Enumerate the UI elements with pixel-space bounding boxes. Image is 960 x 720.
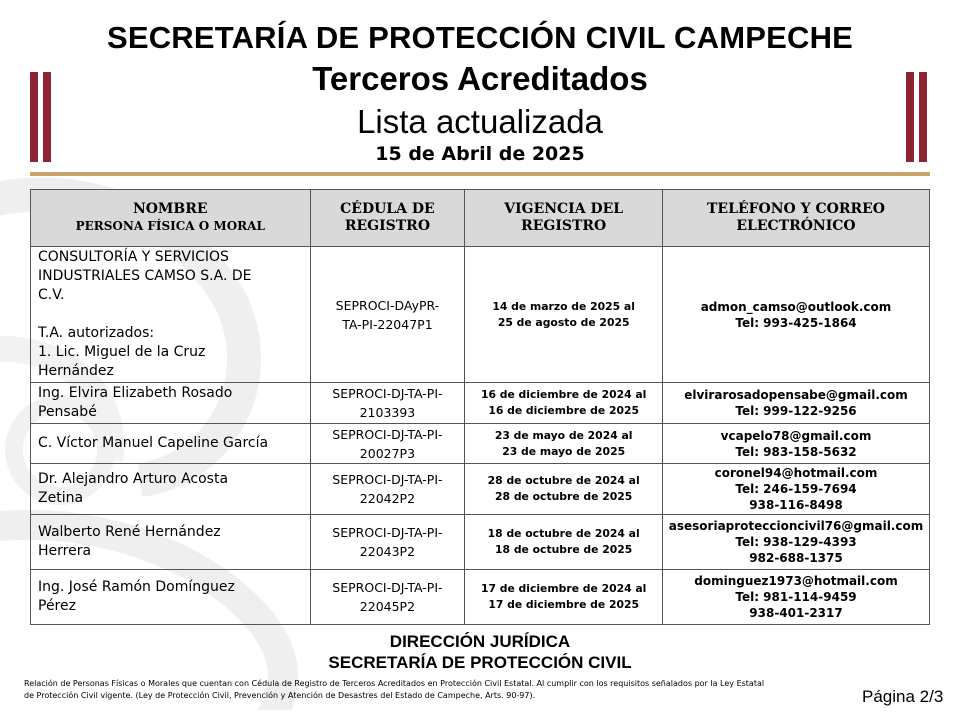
cell-nombre: Dr. Alejandro Arturo Acosta Zetina bbox=[31, 464, 311, 515]
table-row bbox=[31, 464, 930, 515]
header-vigencia: VIGENCIA DEL REGISTRO bbox=[465, 190, 663, 247]
cell-nombre: Walberto René Hernández Herrera bbox=[31, 515, 311, 570]
page-title: SECRETARÍA DE PROTECCIÓN CIVIL CAMPECHE bbox=[106, 20, 854, 55]
cell-vigencia: 18 de octubre de 2024 al 18 de octubre de 2025 bbox=[465, 515, 663, 570]
cell-contacto: elvirarosadopensabe@gmail.com Tel: 999-122-9256 bbox=[663, 383, 930, 424]
gold-divider bbox=[30, 172, 930, 176]
accredited-table bbox=[30, 189, 930, 625]
header-contacto: TELÉFONO Y CORREO ELECTRÓNICO bbox=[663, 190, 930, 247]
cell-contacto: asesoriaproteccioncivil76@gmail.com Tel: 938-129-4393 982-688-1375 bbox=[663, 515, 930, 570]
cell-cedula: SEPROCI-DAyPR- TA-PI-22047P1 bbox=[310, 247, 465, 383]
cell-vigencia: 28 de octubre de 2024 al 28 de octubre de 2025 bbox=[465, 464, 663, 515]
cell-nombre: CONSULTORÍA Y SERVICIOS INDUSTRIALES CAMSO S.A. DE C.V. T.A. autorizados: 1. Lic. Miguel de la Cruz Hernández bbox=[31, 247, 311, 383]
table-row bbox=[31, 515, 930, 570]
update-date: 15 de Abril de 2025 bbox=[375, 143, 585, 165]
cell-contacto: vcapelo78@gmail.com Tel: 983-158-5632 bbox=[663, 424, 930, 464]
table-row bbox=[31, 424, 930, 464]
cell-contacto: dominguez1973@hotmail.com Tel: 981-114-9459 938-401-2317 bbox=[663, 570, 930, 625]
cell-contacto: coronel94@hotmail.com Tel: 246-159-7694 938-116-8498 bbox=[663, 464, 930, 515]
header-cedula: CÉDULA DE REGISTRO bbox=[310, 190, 465, 247]
cell-nombre: Ing. José Ramón Domínguez Pérez bbox=[31, 570, 311, 625]
cell-vigencia: 16 de diciembre de 2024 al 16 de diciembre de 2025 bbox=[465, 383, 663, 424]
cell-cedula: SEPROCI-DJ-TA-PI- 22042P2 bbox=[310, 464, 465, 515]
cell-vigencia: 14 de marzo de 2025 al 25 de agosto de 2025 bbox=[465, 247, 663, 383]
header-nombre: NOMBRE PERSONA FÍSICA O MORAL bbox=[31, 190, 311, 247]
cell-cedula: SEPROCI-DJ-TA-PI- 22043P2 bbox=[310, 515, 465, 570]
table-row bbox=[31, 570, 930, 625]
cell-vigencia: 23 de mayo de 2024 al 23 de mayo de 2025 bbox=[465, 424, 663, 464]
cell-nombre: C. Víctor Manuel Capeline García bbox=[31, 424, 311, 464]
legal-footnote: Relación de Personas Físicas o Morales que cuentan con Cédula de Registro de Terceros Acreditados en Protección Civil Estatal. Al cumplir con los requisitos señalados por la Ley Estatal de Protección Civil vigente. (Ley de Protección Civil, Prevención y Atención de Desastres del Estado de Campeche, Arts. 90-97). bbox=[24, 679, 765, 700]
cell-contacto: admon_camso@outlook.com Tel: 993-425-1864 bbox=[663, 247, 930, 383]
footer-direccion: DIRECCIÓN JURÍDICA bbox=[389, 632, 571, 651]
page-number: Página 2/3 bbox=[862, 687, 944, 706]
page-subtitle: Terceros Acreditados bbox=[312, 60, 648, 97]
table-row bbox=[31, 247, 930, 383]
cell-cedula: SEPROCI-DJ-TA-PI- 20027P3 bbox=[310, 424, 465, 464]
cell-cedula: SEPROCI-DJ-TA-PI- 22045P2 bbox=[310, 570, 465, 625]
footer-secretaria: SECRETARÍA DE PROTECCIÓN CIVIL bbox=[328, 653, 632, 672]
footer-signature bbox=[0, 631, 960, 673]
cell-nombre: Ing. Elvira Elizabeth Rosado Pensabé bbox=[31, 383, 311, 424]
cell-vigencia: 17 de diciembre de 2024 al 17 de diciembre de 2025 bbox=[465, 570, 663, 625]
cell-cedula: SEPROCI-DJ-TA-PI- 2103393 bbox=[310, 383, 465, 424]
list-label: Lista actualizada bbox=[357, 103, 603, 140]
table-header-row bbox=[31, 190, 930, 247]
table-row bbox=[31, 383, 930, 424]
